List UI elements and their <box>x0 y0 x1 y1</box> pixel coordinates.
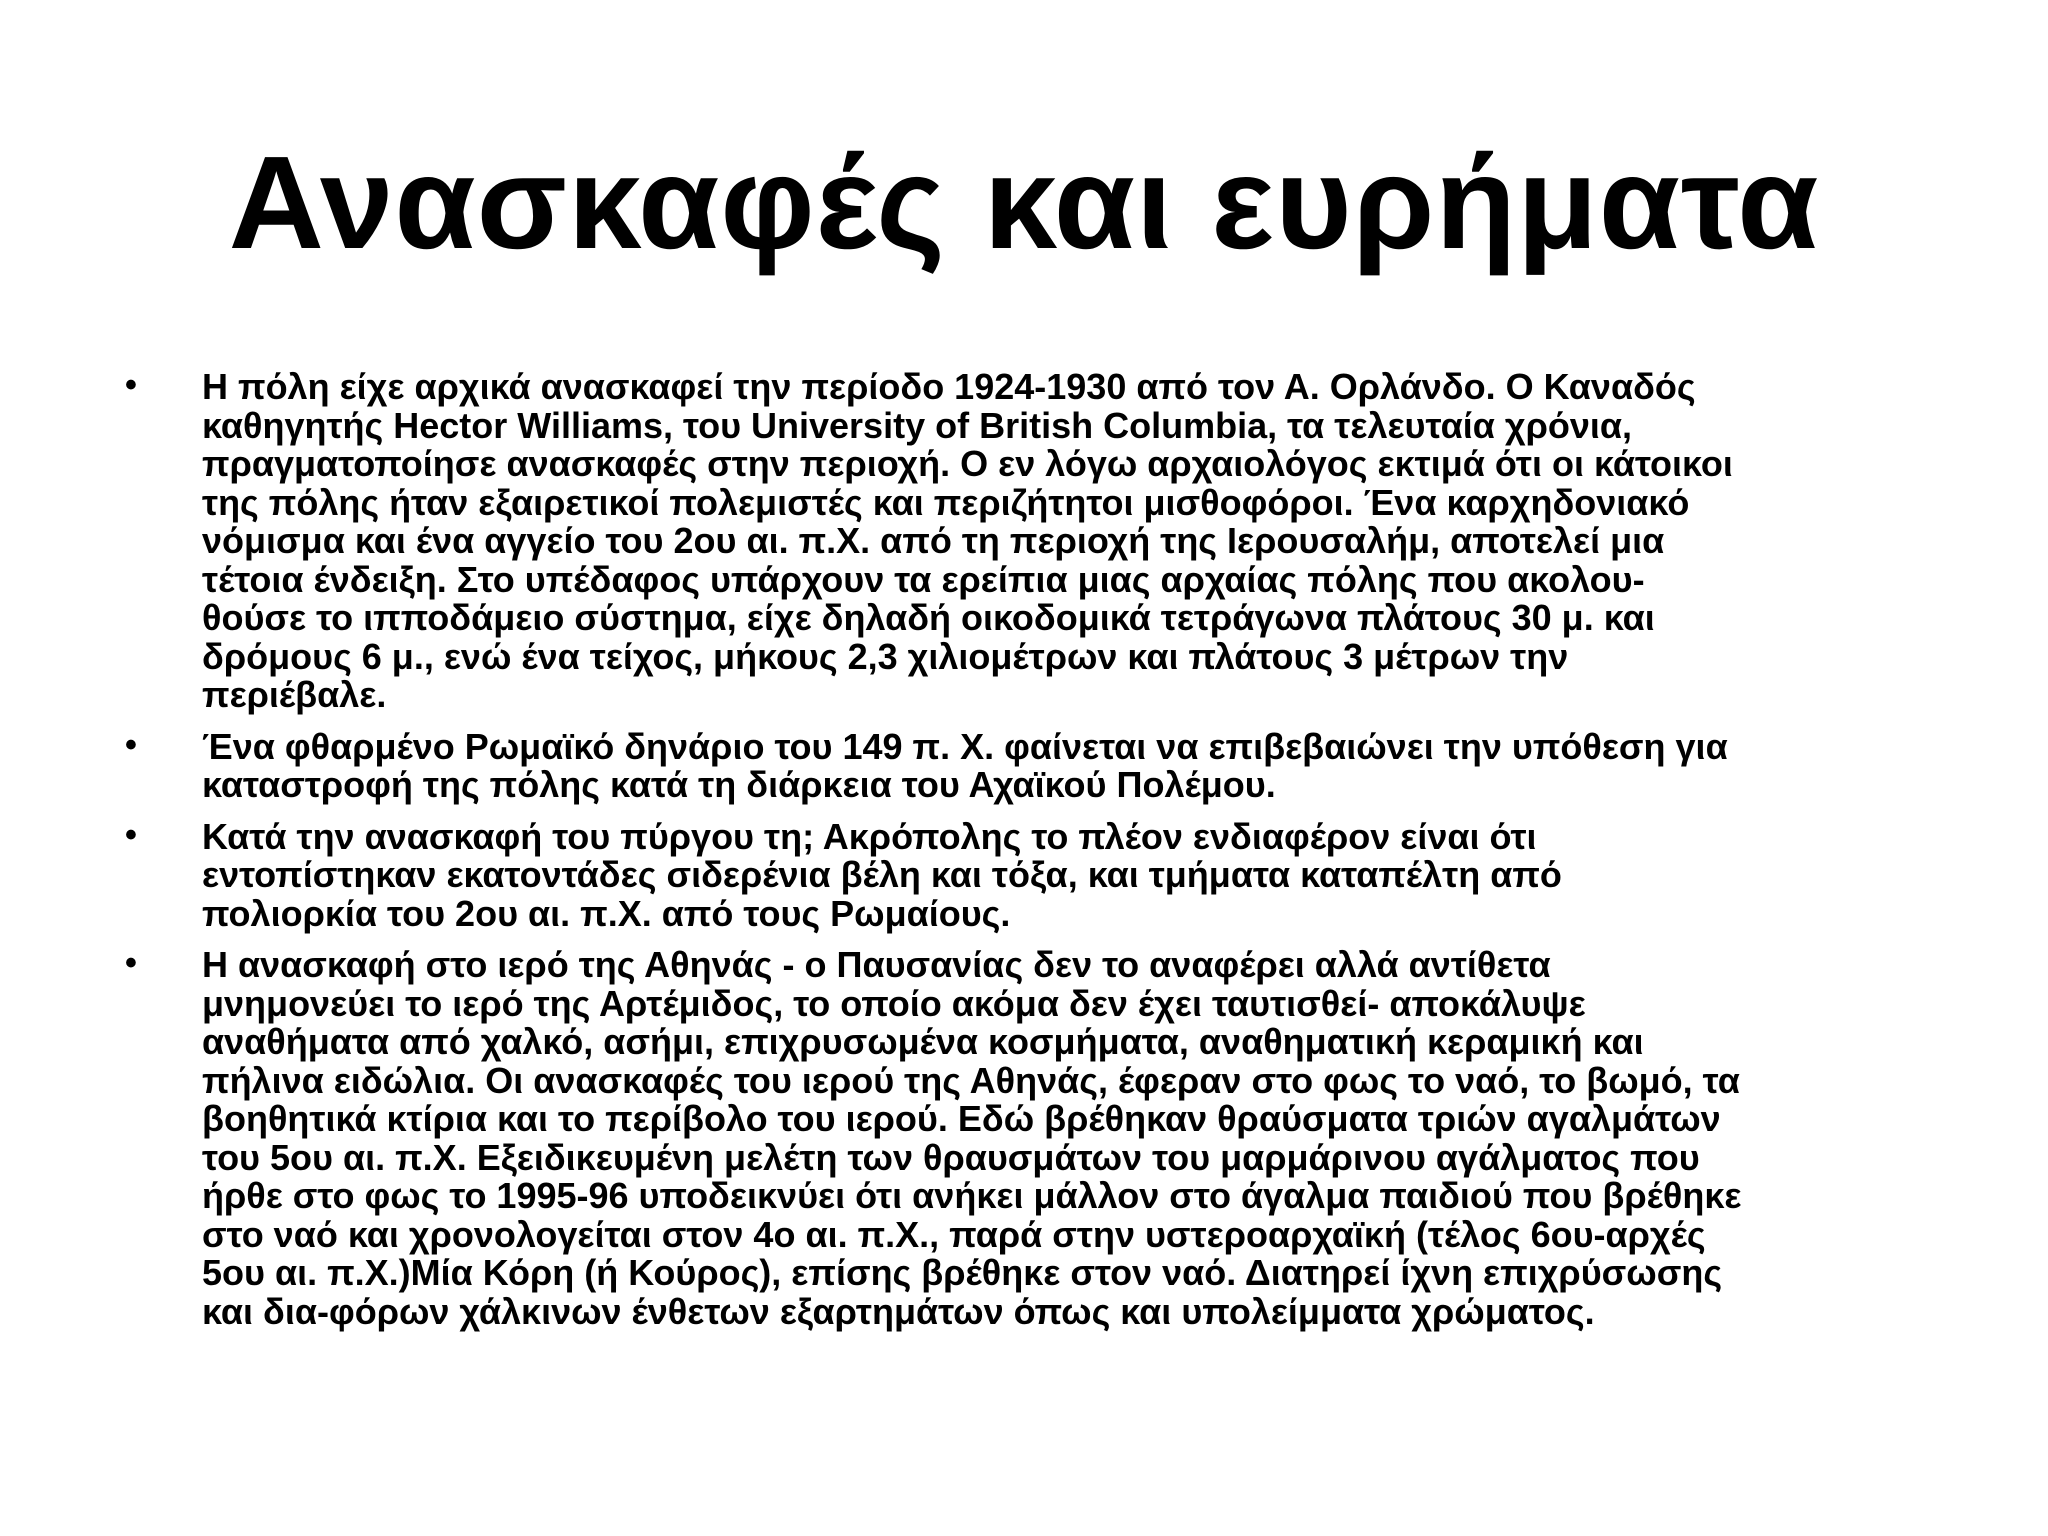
bullet-marker: • <box>125 944 137 982</box>
bullet-marker: • <box>125 725 137 764</box>
bullet-item <box>120 368 1950 715</box>
bullet-marker: • <box>125 366 137 404</box>
bullet-list <box>120 368 1950 1344</box>
bullet-text: Κατά την ανασκαφή του πύργου τη; Ακρόπολης το πλέον ενδιαφέρον είναι ότι εντοπίστηκαν εκατοντάδες σιδερένια βέλη και τόξα, και τμήματα καταπέλτη από πολιορκία του 2ου αι. π.Χ. από τους Ρωμαίους. <box>202 815 1562 934</box>
bullet-marker: • <box>125 815 137 854</box>
bullet-text: Η πόλη είχε αρχικά ανασκαφεί την περίοδο 1924-1930 από τον Α. Ορλάνδο. Ο Καναδός καθηγητής Hector Williams, του University of British Columbia, τα τελευταία χρόνια, πραγματοποίησε ανασκαφές στην περιοχή. Ο εν λόγω αρχαιολόγος εκτιμά ότι οι κάτοικοι της πόλης ήταν εξαιρετικοί πολεμιστές και περιζήτητοι μισθοφόροι. Ένα καρχηδονιακό νόμισμα και ένα αγγείο του 2ου αι. π.Χ. από τη περιοχή της Ιερουσαλήμ, αποτελεί μια τέτοια ένδειξη. Στο υπέδαφος υπάρχουν τα ερείπια μιας αρχαίας πόλης που ακολου- θούσε το ιπποδάμειο σύστημα, είχε δηλαδή οικοδομικά τετράγωνα πλάτους 30 μ. και δρόμους 6 μ., ενώ ένα τείχος, μήκους 2,3 χιλιομέτρων και πλάτους 3 μέτρων την περιέβαλε. <box>202 366 1733 715</box>
slide-title: Ανασκαφές και ευρήματα <box>228 129 1820 276</box>
bullet-item <box>120 725 1950 805</box>
bullet-text: Ένα φθαρμένο Ρωμαϊκό δηνάριο του 149 π. Χ. φαίνεται να επιβεβαιώνει την υπόθεση για καταστροφή της πόλης κατά τη διάρκεια του Αχαϊκού Πολέμου. <box>202 725 1728 805</box>
bullet-text: Η ανασκαφή στο ιερό της Αθηνάς - ο Παυσανίας δεν το αναφέρει αλλά αντίθετα μνημονεύει το ιερό της Αρτέμιδος, το οποίο ακόμα δεν έχει ταυτισθεί- αποκάλυψε αναθήματα από χαλκό, ασήμι, επιχρυσωμένα κοσμήματα, αναθηματική κεραμική και πήλινα ειδώλια. Οι ανασκαφές του ιερού της Αθηνάς, έφεραν στο φως το ναό, το βωμό, τα βοηθητικά κτίρια και το περίβολο του ιερού. Εδώ βρέθηκαν θραύσματα τριών αγαλμάτων του 5ου αι. π.Χ. Εξειδικευμένη μελέτη των θραυσμάτων του μαρμάρινου αγάλματος που ήρθε στο φως το 1995-96 υποδεικνύει ότι ανήκει μάλλον στο άγαλμα παιδιού που βρέθηκε στο ναό και χρονολογείται στον 4ο αι. π.Χ., παρά στην υστεροαρχαϊκή (τέλος 6ου-αρχές 5ου αι. π.Χ.)Μία Κόρη (ή Κούρος), επίσης βρέθηκε στον ναό. Διατηρεί ίχνη επιχρύσωσης και δια-φόρων χάλκινων ένθετων εξαρτημάτων όπως και υπολείμματα χρώματος. <box>202 944 1742 1332</box>
bullet-item <box>120 946 1950 1331</box>
bullet-item <box>120 815 1950 934</box>
